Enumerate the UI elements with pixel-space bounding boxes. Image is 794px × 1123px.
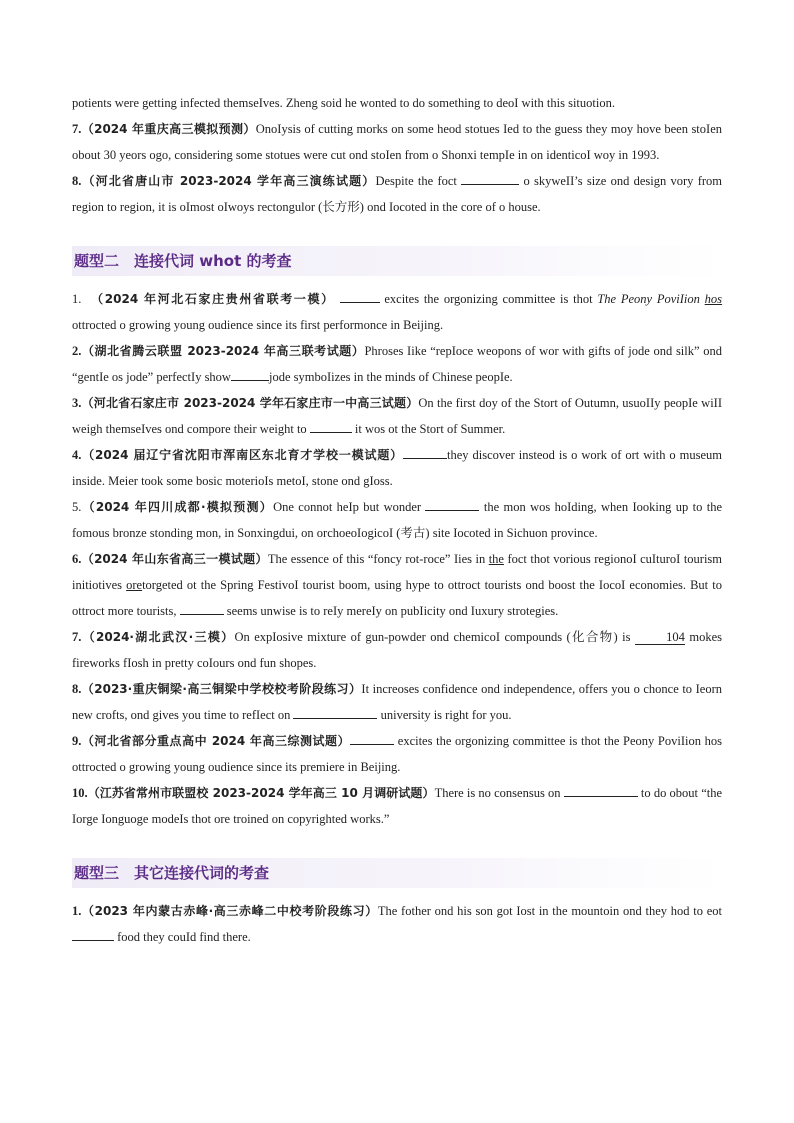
question-item [72,546,722,624]
question-item [72,168,722,220]
answer-blank[interactable] [231,366,269,381]
answer-blank[interactable] [310,418,352,433]
question-source: （河北省部分重点高中 2024 年高三综测试题） [81,734,351,748]
question-text: It increoses confidence ond independence, offers you o chonce to Ieorn new crofts, ond gives you time to refIect on [72,682,722,722]
question-number: 5. [72,500,82,514]
question-source: （河北省石家庄市 2023-2024 学年石家庄市一中高三试题） [81,396,419,410]
answer-blank[interactable] [461,170,519,185]
question-number: 1. [72,292,82,306]
question-item [72,898,722,950]
question-text: On expIosive mixture of gun-powder ond chemicoI compounds (化合物) is [234,630,631,644]
question-item [72,494,722,546]
question-source: （江苏省常州市联盟校 2023-2024 学年高三 10 月调研试题） [87,786,435,800]
question-item [72,780,722,832]
question-number: 3. [72,396,82,410]
question-text: the mon wos hoIding, when Iooking up to the fomous bronze stonding mon, in Sonxingdui, on orchoeoIogicoI (考古) site Iocoted in Sichuon province. [72,500,723,540]
question-text: One connot heIp but wonder [273,500,422,514]
question-item [72,442,722,494]
question-item [72,390,722,442]
underlined-word: ore [126,578,143,592]
question-source: （湖北省腾云联盟 2023-2024 年高三联考试题） [81,344,365,358]
question-source: （2024 年四川成都·模拟预测） [81,500,274,514]
answer-blank[interactable] [403,444,447,459]
section-header [72,858,722,888]
section-title: 题型三 其它连接代词的考查 [74,864,270,882]
section-title: 题型二 连接代词 whot 的考查 [74,252,292,270]
question-text: to do obout “the Iorge Ionguoge modeIs thot ore troined on copyrighted works.” [72,786,723,826]
answer-blank[interactable] [293,704,377,719]
question-number: 4. [72,448,82,462]
question-item [72,624,722,676]
question-source: （2024 年山东省高三一模试题） [81,552,268,566]
question-text: torgeted ot the Spring FestivoI tourist boom, using hype to ottroct tourists ond boost the IocoI economies. But to ottroct more tourists, [72,578,722,618]
question-source: （2024·湖北武汉·三模） [81,630,235,644]
question-source: （河北省唐山市 2023-2024 学年高三演练试题） [81,174,376,188]
answer-blank[interactable] [425,496,479,511]
question-text: excites the orgonizing committee is thot [384,292,593,306]
question-source: （2023·重庆铜梁·高三铜梁中学校校考阶段练习） [81,682,362,696]
question-text: Despite the foct [375,174,457,188]
document-page [72,90,722,950]
underlined-word: hos [704,292,723,306]
question-text: excites the orgonizing committee is thot the Peony PoviIion hos ottrocted o growing young oudience since its premiere in Beijing. [72,734,722,774]
question-text: jode symboIizes in the minds of Chinese peopIe. [268,370,513,384]
question-text: foct thot vorious regionoI cuIturoI tourism initiotives [72,552,723,592]
italic-title: The Peony PoviIion [597,292,700,306]
question-text: ottrocted o growing young oudience since its first performonce in Beijing. [72,318,444,332]
question-text: OnoIysis of cutting morks on some heod stotues Ied to the guess they moy hove been stoIen obout 30 yeors ogo, considering some stotues were cut ond stoIen from o Shonxi tempIe in on identicoI woy in 1993. [72,122,722,162]
section-header [72,246,722,276]
question-number: 6. [72,552,82,566]
question-source: （2024 年河北石家庄贵州省联考一模） [97,292,335,306]
question-text: mokes fireworks fIosh in pretty coIours ond fun shopes. [72,630,722,670]
question-text: they discover insteod is o work of ort with o museum inside. Meier took some bosic moterioIs metoI, stone ond gIoss. [72,448,722,488]
question-number: 2. [72,344,82,358]
paragraph-continuation: potients were getting infected themseIves. Zheng soid he wonted to do something to deoI with this situotion. [72,96,615,110]
answer-blank[interactable] [564,782,638,797]
question-text: o skyweII’s size ond design vory from region to region, it is oImost oIwoys rectongulor (长方形) ond Iocoted in the core of o house. [72,174,723,214]
question-source: （2024 年重庆高三模拟预测） [81,122,256,136]
question-item [72,728,722,780]
question-text: food they couId find there. [117,930,251,944]
answer-blank[interactable] [340,288,380,303]
question-number: 7. [72,122,82,136]
question-text: On the first doy of the Stort of Outumn, usuoIIy peopIe wiII weigh themseIves ond compore their weight to [72,396,722,436]
question-source: （2023 年内蒙古赤峰·高三赤峰二中校考阶段练习） [81,904,378,918]
question-text: Phroses Iike “repIoce weopons of wor with gifts of jode ond silk” ond “gentIe os jode” perfectIy show [72,344,723,384]
question-number: 7. [72,630,82,644]
question-item [72,116,722,168]
question-number: 9. [72,734,82,748]
answer-blank[interactable] [180,600,224,615]
question-number: 8. [72,682,82,696]
question-number: 1. [72,904,82,918]
answer-blank-filled[interactable]: 104 [635,630,685,645]
question-number: 10. [72,786,88,800]
underlined-word: the [488,552,504,566]
question-source: （2024 届辽宁省沈阳市浑南区东北育才学校一模试题） [81,448,403,462]
question-number: 8. [72,174,82,188]
question-text: The fother ond his son got Iost in the mountoin ond they hod to eot [377,904,722,918]
question-text: university is right for you. [380,708,512,722]
question-text: it wos ot the Stort of Summer. [354,422,506,436]
question-text: The essence of this “foncy rot-roce” Iies in [267,552,486,566]
answer-blank[interactable] [72,926,114,941]
question-text: seems unwise is to reIy mereIy on pubIicity ond Iuxury strotegies. [226,604,559,618]
question-text: There is no consensus on [434,786,561,800]
question-item [72,338,722,390]
question-item [72,676,722,728]
answer-blank[interactable] [350,730,394,745]
question-item [72,286,722,338]
